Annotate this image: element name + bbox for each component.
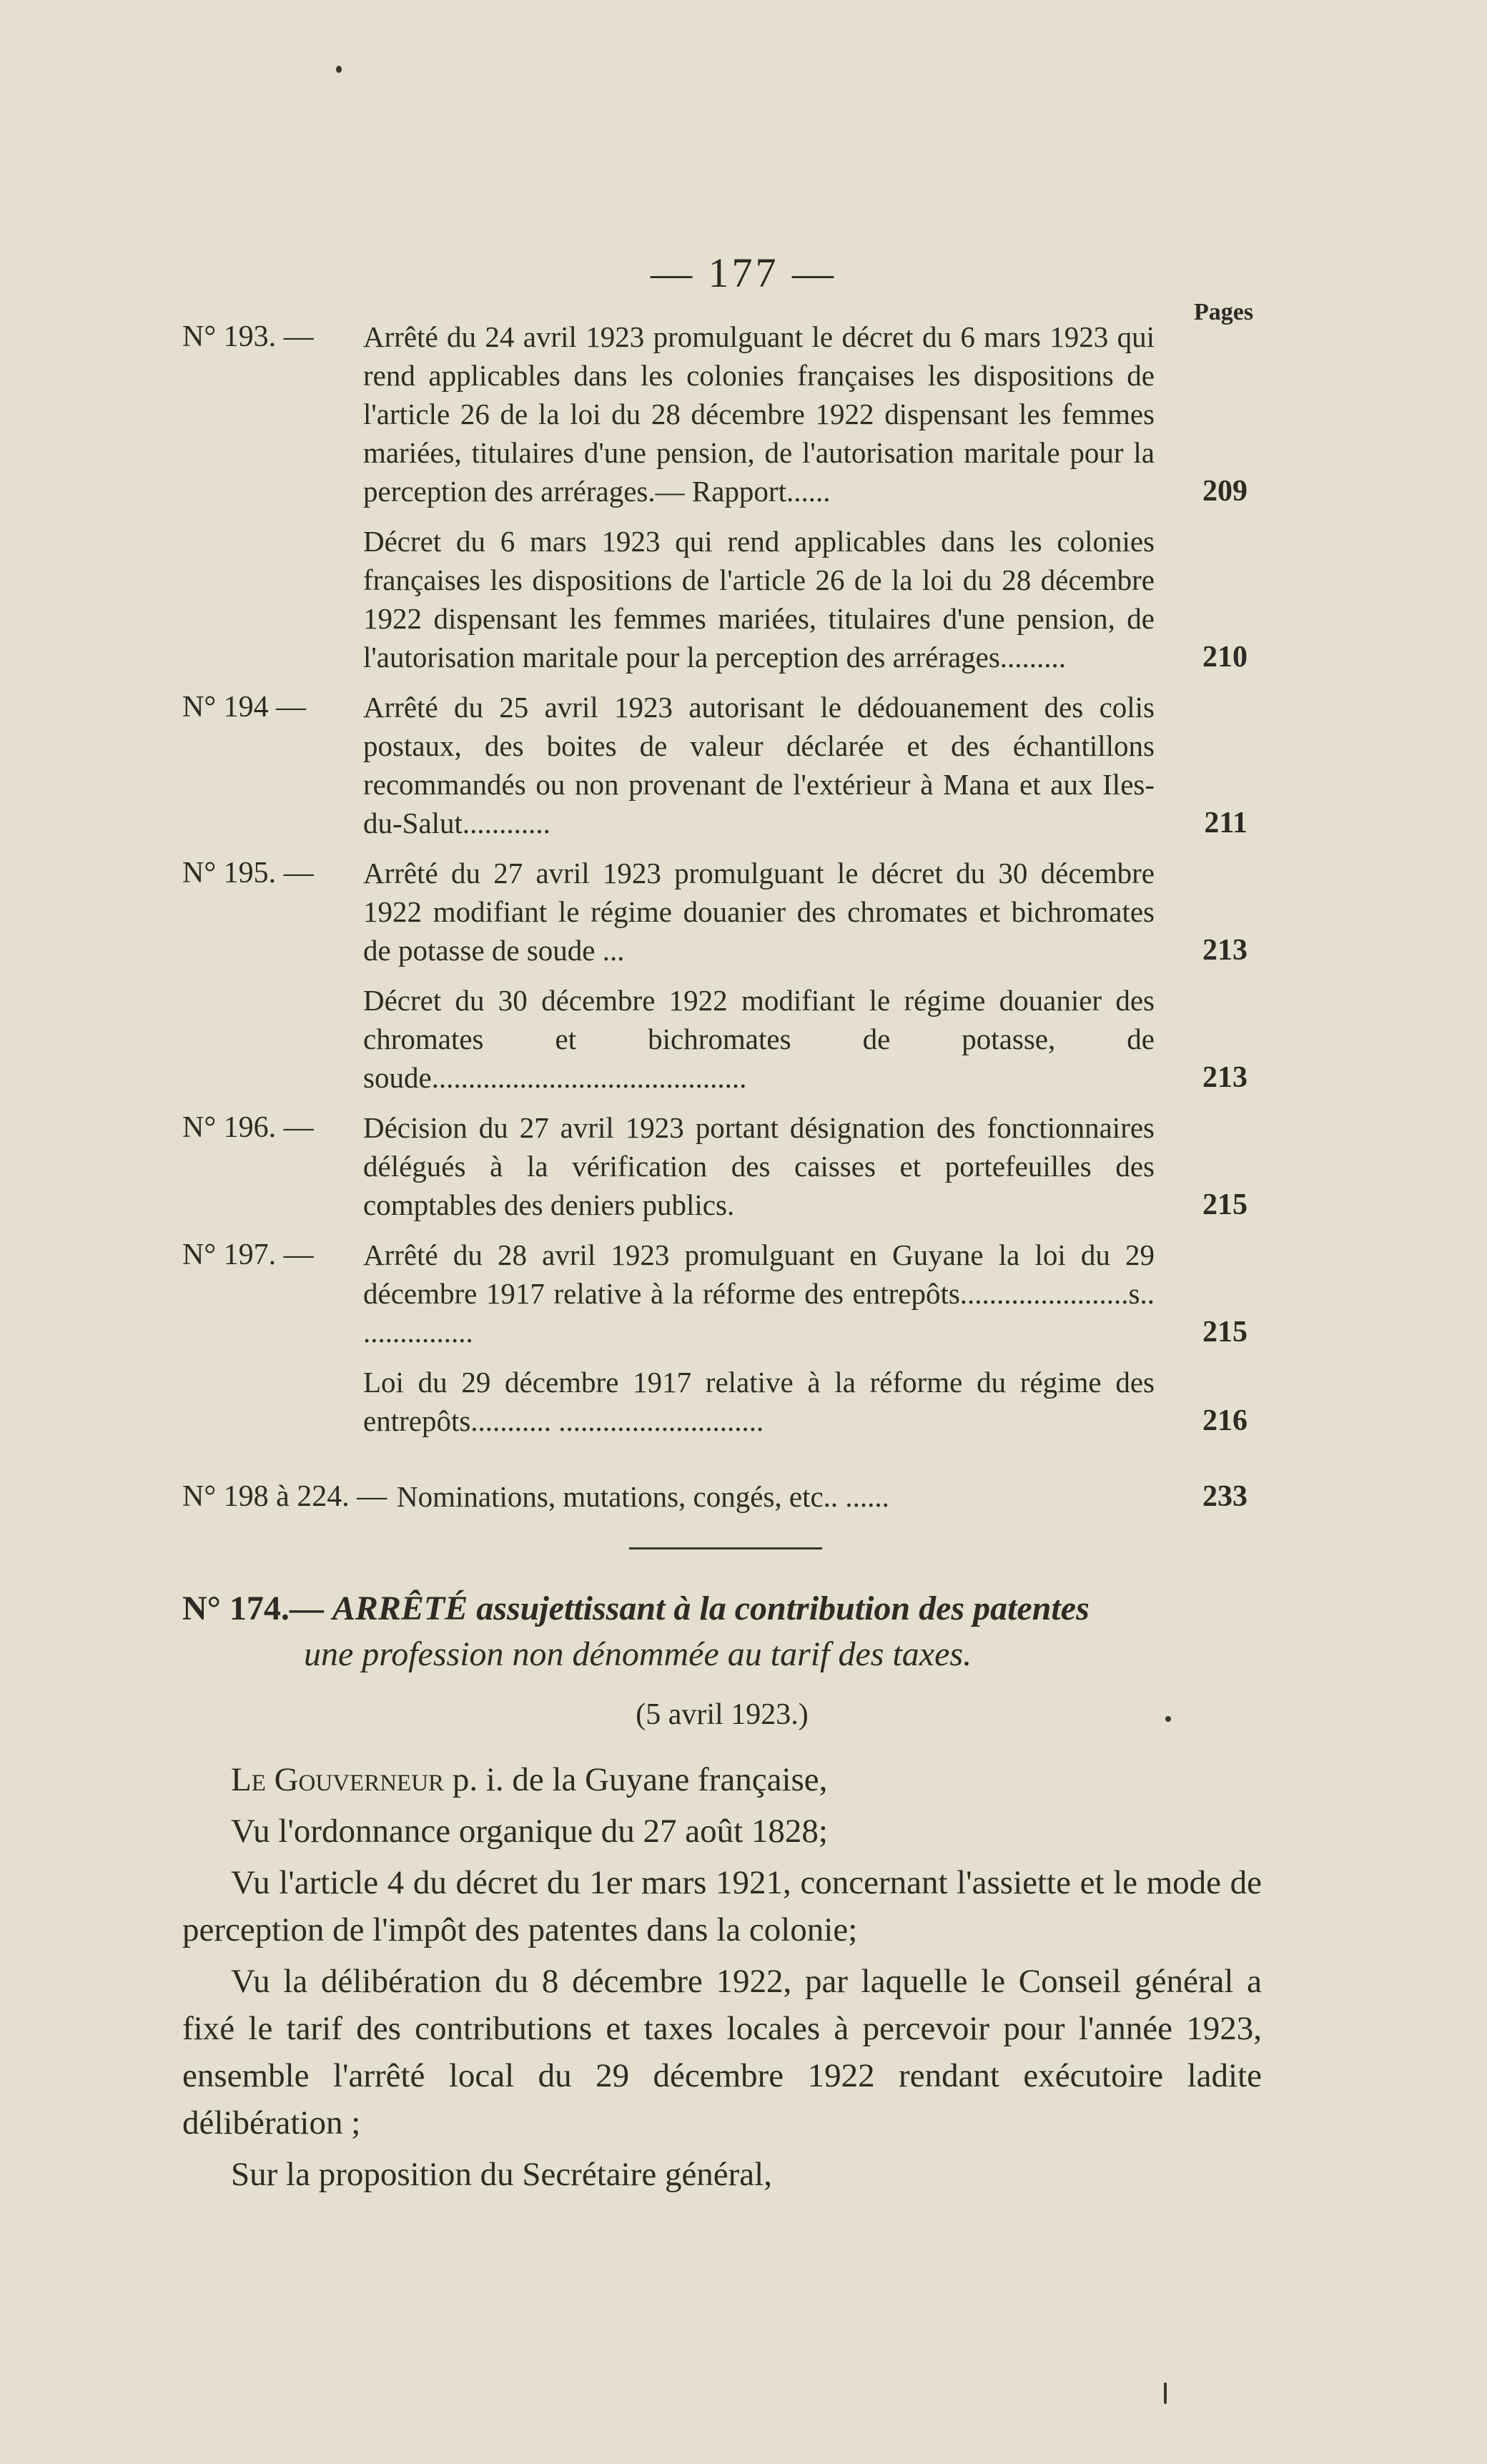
- decree-paragraph: Vu l'ordonnance organique du 27 août 1828;: [231, 1813, 828, 1850]
- toc-entry-page: 209: [1202, 475, 1248, 508]
- page-number: — 177 —: [651, 250, 836, 296]
- toc-entry-number: N° 198 à 224. —: [182, 1480, 387, 1513]
- toc-entry-text: Décret du 6 mars 1923 qui rend applicables dans les colonies françaises les dispositions de l'article 26 de la loi du 28 décembre 1922 dispensant les femmes mariées, titulaires d'une pension, de l'autorisation maritale pour la perception des arrérages.........: [363, 525, 1155, 674]
- toc-entry-text: Loi du 29 décembre 1917 relative à la réforme du régime des entrepôts........... ............................: [363, 1366, 1155, 1437]
- decree-heading: [182, 1586, 1262, 1677]
- toc-entry-198-224: [182, 1477, 1248, 1516]
- toc-entry-page: 210: [1202, 641, 1248, 674]
- toc-entry-number: N° 197. —: [182, 1238, 314, 1271]
- decree-paragraph: Vu la délibération du 8 décembre 1922, par laquelle le Conseil général a fixé le tarif des contributions et taxes locales à percevoir pour l'année 1923, ensemble l'arrêté local du 29 décembre 1922 rendant exécutoire ladite délibération ;: [182, 1963, 1262, 2142]
- ink-speck: [336, 66, 342, 73]
- toc-entry-page: 215: [1202, 1188, 1248, 1221]
- toc-subentry-195: [182, 981, 1248, 1097]
- ink-speck: [1165, 1716, 1171, 1722]
- toc-entry-195: [182, 854, 1248, 970]
- toc-subentry-197: [182, 1363, 1248, 1440]
- decree-paragraph: Vu l'article 4 du décret du 1er mars 1921, concernant l'assiette et le mode de perception de l'impôt des patentes dans la colonie;: [182, 1864, 1262, 1948]
- ink-speck: [1164, 2382, 1167, 2404]
- toc-entry-text: Nominations, mutations, congés, etc.. ......: [397, 1480, 889, 1513]
- governor-line: [182, 1756, 1262, 1803]
- section-divider: [629, 1547, 822, 1549]
- decree-section: [182, 1586, 1262, 2202]
- toc-entry-page: 233: [1202, 1480, 1248, 1513]
- toc-entry-number: N° 193. —: [182, 320, 314, 353]
- toc-entry-page: 211: [1204, 807, 1248, 839]
- toc-entry-page: 215: [1202, 1316, 1248, 1349]
- decree-number: N° 174.—: [182, 1590, 324, 1627]
- toc-entry-text: Décret du 30 décembre 1922 modifiant le régime douanier des chromates et bichromates de potasse, de soude...........................................: [363, 984, 1155, 1094]
- pages-column-label: Pages: [1194, 299, 1254, 325]
- toc-entry-page: 213: [1202, 1061, 1248, 1094]
- toc-entry-197: [182, 1236, 1248, 1351]
- governor-rest: p. i. de la Guyane française,: [444, 1761, 828, 1798]
- toc-entry-number: N° 194 —: [182, 691, 307, 724]
- decree-title-continued: une profession non dénommée au tarif des taxes.: [304, 1635, 972, 1673]
- toc-entry-text: Arrêté du 25 avril 1923 autorisant le dédouanement des colis postaux, des boites de valeur déclarée et des échantillons recommandés ou non provenant de l'extérieur à Mana et aux Iles-du-Salut............: [363, 691, 1155, 839]
- toc-entry-text: Arrêté du 24 avril 1923 promulguant le décret du 6 mars 1923 qui rend applicables dans les colonies françaises les dispositions de l'article 26 de la loi du 28 décembre 1922 dispensant les femmes mariées, titulaires d'une pension, de l'autorisation maritale pour la perception des arrérages.— Rapport......: [363, 320, 1155, 508]
- decree-title: ARRÊTÉ assujettissant à la contribution des patentes: [332, 1590, 1090, 1627]
- toc-entry-text: Décision du 27 avril 1923 portant désignation des fonctionnaires délégués à la vérification des caisses et portefeuilles des comptables des deniers publics.: [363, 1111, 1155, 1221]
- toc-entry-number: N° 195. —: [182, 857, 314, 889]
- toc-entry-196: [182, 1108, 1248, 1224]
- toc-entry-page: 213: [1202, 934, 1248, 967]
- toc-entry-193: [182, 317, 1248, 511]
- decree-paragraph: Sur la proposition du Secrétaire général,: [231, 2156, 772, 2193]
- toc-subentry-193: [182, 522, 1248, 676]
- toc-entry-page: 216: [1202, 1404, 1248, 1437]
- decree-date: (5 avril 1923.): [636, 1698, 809, 1731]
- governor-title: Le Gouverneur: [231, 1761, 445, 1798]
- toc-entry-number: N° 196. —: [182, 1111, 314, 1144]
- toc-entry-text: Arrêté du 27 avril 1923 promulguant le décret du 30 décembre 1922 modifiant le régime douanier des chromates et bichromates de potasse de soude ...: [363, 857, 1155, 967]
- table-of-contents: [182, 317, 1248, 1527]
- toc-entry-194: [182, 688, 1248, 842]
- toc-entry-text: Arrêté du 28 avril 1923 promulguant en Guyane la loi du 29 décembre 1917 relative à la réforme des entrepôts.......................s.. ...............: [363, 1238, 1155, 1349]
